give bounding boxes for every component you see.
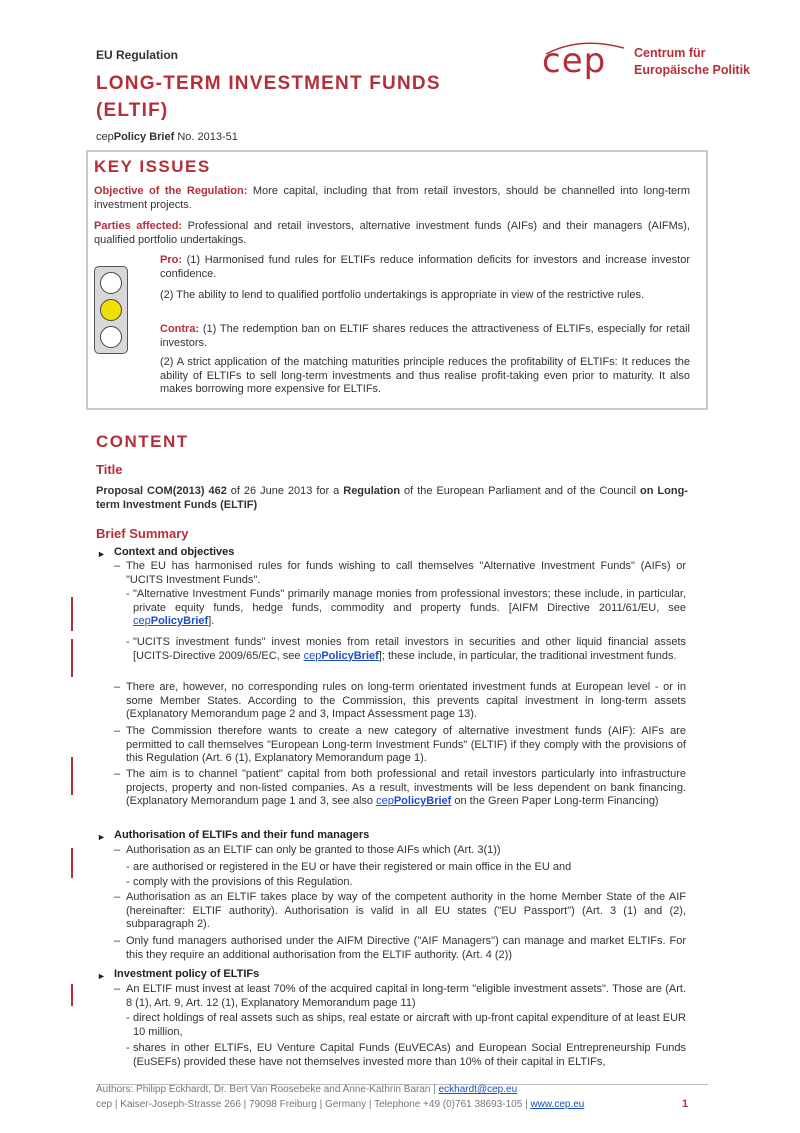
proposal-number: Proposal COM(2013) 462 bbox=[96, 485, 227, 497]
contra-1 bbox=[160, 323, 690, 350]
section-authorisation-heading: Authorisation of ELTIFs and their fund managers bbox=[114, 829, 370, 841]
context-item-1a-text: "Alternative Investment Funds" primarily manage monies from professional investors; these include, in particular, private equity funds, hedge funds, commodity and property funds. [AIFM Directive 2011/61/EU, see bbox=[133, 588, 686, 614]
sub-bullet-icon: - bbox=[126, 876, 130, 888]
context-item-2: There are, however, no corresponding rules on long-term orientated investment funds at European level - or in some Member States. According to the Commission, this prevents capital investment in long-term assets (Explanatory Memorandum page 2 and 3, Impact Assessment page 13). bbox=[126, 681, 686, 720]
proposal-subject: on Long-term Investment Funds (ELTIF) bbox=[96, 485, 688, 511]
brief-prefix: cep bbox=[96, 131, 114, 143]
dash-bullet-icon: – bbox=[114, 891, 121, 903]
investment-item-1: An ELTIF must invest at least 70% of the acquired capital in long-term "eligible investment assets". Those are (Art. 8 (1), Art. 9, Art. 12 (1), Explanatory Memorandum page 11) bbox=[126, 983, 686, 1009]
traffic-light-green-lamp bbox=[100, 326, 122, 348]
objective-label: Objective of the Regulation: bbox=[94, 185, 248, 197]
page-title bbox=[96, 70, 441, 124]
brief-number-value: No. 2013-51 bbox=[174, 131, 238, 143]
sub-bullet-icon: - bbox=[126, 1042, 130, 1054]
link-bold: PolicyBrief bbox=[393, 795, 452, 807]
footer-authors bbox=[96, 1084, 517, 1095]
summary-heading: Brief Summary bbox=[96, 526, 189, 541]
author-email-link[interactable]: eckhardt@cep.eu bbox=[438, 1084, 518, 1095]
key-issues-title: KEY ISSUES bbox=[94, 157, 211, 176]
dash-bullet-icon: – bbox=[114, 725, 121, 737]
investment-item-1b: shares in other ELTIFs, EU Venture Capital Funds (EuVECAs) and European Social Entrepreneurship Funds (EuSEFs) provided these have not themselves invested more than 10% of their capital in ELTIFs, bbox=[133, 1042, 686, 1068]
pro-2: (2) The ability to lend to qualified portfolio undertakings is appropriate in view of the restrictive rules. bbox=[160, 289, 645, 301]
dash-bullet-icon: – bbox=[114, 844, 121, 856]
dash-bullet-icon: – bbox=[114, 560, 121, 572]
link-prefix: cep bbox=[303, 649, 322, 662]
context-item-1b-text: "UCITS investment funds" invest monies from retail investors in securities and other liquid financial assets [UCITS-Directive 2009/65/EC, see bbox=[133, 636, 686, 662]
logo-name bbox=[634, 45, 750, 79]
traffic-light-yellow-lamp bbox=[100, 299, 122, 321]
section-investment-heading: Investment policy of ELTIFs bbox=[114, 968, 260, 980]
contra-label: Contra: bbox=[160, 323, 200, 335]
revision-bar bbox=[71, 757, 73, 795]
sub-bullet-icon: - bbox=[126, 861, 130, 873]
website-link[interactable]: www.cep.eu bbox=[530, 1099, 585, 1110]
objective-text: More capital, including that from retail investors, should be channelled into long-term investment projects. bbox=[94, 185, 690, 211]
pro-1-text: (1) Harmonised fund rules for ELTIFs reduce information deficits for investors and increase investor confidence. bbox=[160, 254, 690, 280]
parties-paragraph bbox=[94, 220, 690, 247]
footer-authors-text: Authors: Philipp Eckhardt, Dr. Bert Van Roosebeke and Anne-Kathrin Baran | bbox=[96, 1084, 439, 1095]
authorisation-item-1a: are authorised or registered in the EU or have their registered or main office in the EU and bbox=[133, 861, 572, 873]
revision-bar bbox=[71, 848, 73, 878]
parties-text: Professional and retail investors, alternative investment funds (AIFs) and their managers (AIFMs), qualified portfolio undertakings. bbox=[94, 220, 690, 246]
context-item-1b bbox=[133, 636, 686, 663]
dash-bullet-icon: – bbox=[114, 681, 121, 693]
link-bold: PolicyBrief bbox=[150, 615, 209, 627]
link-prefix: cep bbox=[376, 795, 394, 807]
link-bold: PolicyBrief bbox=[321, 649, 379, 662]
traffic-light-icon bbox=[94, 266, 128, 354]
authorisation-item-2: Authorisation as an ELTIF takes place by way of the competent authority in the home Member State of the AIF (hereinafter: ELTIF authority). Authorisation is valid in all EU states ("EU Passport") (Art. 3 (1) and (2), subparagraph 2). bbox=[126, 891, 686, 930]
proposal-type: Regulation bbox=[343, 485, 401, 497]
footer-address bbox=[96, 1099, 584, 1110]
proposal-date: of 26 June 2013 for a bbox=[226, 485, 344, 497]
title-line-2: (ELTIF) bbox=[96, 100, 169, 121]
content-title: CONTENT bbox=[96, 432, 189, 451]
revision-bar bbox=[71, 984, 73, 1006]
logo-name-line-1: Centrum für bbox=[634, 46, 706, 60]
objective-paragraph bbox=[94, 185, 690, 212]
brief-number bbox=[96, 131, 238, 143]
contra-2: (2) A strict application of the matching maturities principle reduces the profitability of ELTIFs: It reduces the ability of ELTIFs to sell long-term investments and thus realise profit-taking even prior to maturity. It also makes borrowing more expensive for ELTIFs. bbox=[160, 356, 690, 395]
pro-1 bbox=[160, 254, 690, 281]
authorisation-item-1b: comply with the provisions of this Regulation. bbox=[133, 876, 353, 888]
title-heading: Title bbox=[96, 462, 123, 477]
footer-address-text: cep | Kaiser-Joseph-Strasse 266 | 79098 Freiburg | Germany | Telephone +49 (0)761 38693-105 | bbox=[96, 1099, 531, 1110]
context-item-4-end: on the Green Paper Long-term Financing) bbox=[451, 795, 659, 807]
parties-label: Parties affected: bbox=[94, 220, 183, 232]
link-prefix: cep bbox=[133, 615, 151, 627]
brief-bold: Policy Brief bbox=[113, 131, 175, 143]
context-item-1a bbox=[133, 588, 686, 629]
sub-bullet-icon: - bbox=[126, 1012, 130, 1024]
authorisation-item-3: Only fund managers authorised under the AIFM Directive ("AIF Managers") can manage and market ELTIFs. For this they require an additional authorisation from the ELTIF authority. (Art. 4 (2)) bbox=[126, 935, 686, 961]
context-item-1: The EU has harmonised rules for funds wishing to call themselves "Alternative Investment Funds" (AIFs) or "UCITS Investment Funds". bbox=[126, 560, 686, 586]
context-item-3: The Commission therefore wants to create a new category of alternative investment funds (AIF): AIFs are permitted to call themselves "European Long-term Investment Funds" (ELTIF) if they comply with the provisions of this Regulation (Art. 6 (1), Explanatory Memorandum page 1). bbox=[126, 725, 686, 764]
investment-item-1a: direct holdings of real assets such as ships, real estate or aircraft with up-front capital expenditure of at least EUR 10 million, bbox=[133, 1012, 686, 1038]
context-item-4-text: The aim is to channel "patient" capital from both professional and retail investors particularly into infrastructure projects, property and non-listed companies. As a result, investments will be less dependent on bank financing. (Explanatory Memorandum page 1 and 3, see also bbox=[126, 768, 686, 807]
page-number: 1 bbox=[682, 1098, 689, 1110]
section-context-heading: Context and objectives bbox=[114, 546, 235, 558]
context-item-1a-end: ]. bbox=[208, 615, 215, 627]
contra-1-text: (1) The redemption ban on ELTIF shares reduces the attractiveness of ELTIFs, especially for retail investors. bbox=[160, 323, 690, 349]
policybrief-link[interactable] bbox=[133, 615, 208, 627]
sub-bullet-icon: - bbox=[126, 636, 130, 648]
proposal-paragraph bbox=[96, 485, 688, 512]
context-item-1b-end: ]; these include, in particular, the traditional investment funds. bbox=[378, 649, 677, 662]
logo-mark: cep bbox=[542, 41, 607, 81]
title-line-1: LONG-TERM INVESTMENT FUNDS bbox=[96, 73, 441, 94]
pro-label: Pro: bbox=[160, 254, 182, 266]
bullet-arrow-icon: ► bbox=[97, 971, 106, 981]
sub-bullet-icon: - bbox=[126, 588, 130, 600]
logo-name-line-2: Europäische Politik bbox=[634, 63, 751, 77]
category-label: EU Regulation bbox=[96, 48, 179, 62]
dash-bullet-icon: – bbox=[114, 935, 121, 947]
authorisation-item-1: Authorisation as an ELTIF can only be granted to those AIFs which (Art. 3(1)) bbox=[126, 844, 501, 856]
policybrief-link[interactable] bbox=[376, 795, 451, 807]
dash-bullet-icon: – bbox=[114, 768, 121, 780]
bullet-arrow-icon: ► bbox=[97, 549, 106, 559]
proposal-authors: of the European Parliament and of the Council bbox=[400, 485, 641, 497]
revision-bar bbox=[71, 597, 73, 631]
dash-bullet-icon: – bbox=[114, 983, 121, 995]
traffic-light-red-lamp bbox=[100, 272, 122, 294]
policybrief-link[interactable] bbox=[304, 650, 379, 662]
bullet-arrow-icon: ► bbox=[97, 832, 106, 842]
context-item-4 bbox=[126, 768, 686, 809]
revision-bar bbox=[71, 639, 73, 677]
